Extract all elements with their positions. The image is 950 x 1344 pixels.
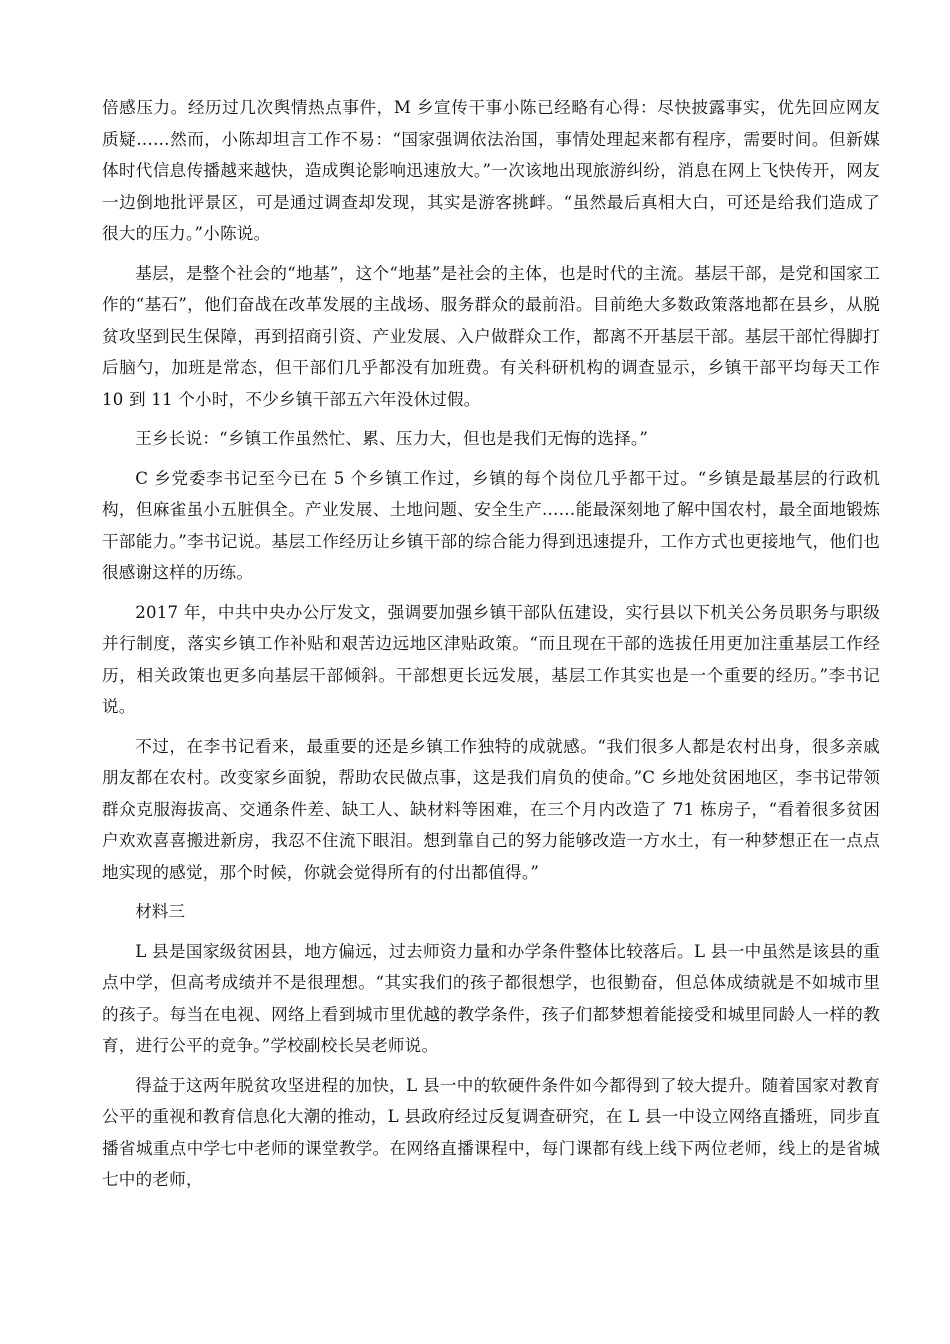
- section-heading-material-three: 材料三: [135, 902, 185, 921]
- paragraph-secretary-li: C 乡党委李书记至今已在 5 个乡镇工作过，乡镇的每个岗位几乎都干过。“乡镇是最基层的行政机构，但麻雀虽小五脏俱全。产业发展、土地问题、安全生产……能最深刻地了解中国农村，最全面地锻炼干部能力。”李书记说。基层工作经历让乡镇干部的综合能力得到迅速提升，工作方式也更接地气，他们也很感谢这样的历练。: [102, 468, 880, 582]
- paragraph-l-county: L 县是国家级贫困县，地方偏远，过去师资力量和办学条件整体比较落后。L 县一中虽然是该县的重点中学，但高考成绩并不是很理想。“其实我们的孩子都很想学，也很勤奋，但总体成绩就是不如城市里的孩子。每当在电视、网络上看到城市里优越的教学条件，孩子们都梦想着能接受和城里同龄人一样的教育，进行公平的竞争。”学校副校长吴老师说。: [102, 941, 880, 1055]
- paragraph-quote-wang: 王乡长说：“乡镇工作虽然忙、累、压力大，但也是我们无悔的选择。”: [135, 429, 649, 448]
- paragraph-continued: 倍感压力。经历过几次舆情热点事件，M 乡宣传干事小陈已经略有心得：尽快披露事实，优先回应网友质疑……然而，小陈却坦言工作不易：“国家强调依法治国，事情处理起来都有程序，需要时间。但新媒体时代信息传播越来越快，造成舆论影响迅速放大。”一次该地出现旅游纠纷，消息在网上飞快传开，网友一边倒地批评景区，可是通过调查却发现，其实是游客挑衅。“虽然最后真相大白，可还是给我们造成了很大的压力。”小陈说。: [102, 98, 880, 243]
- paragraph-2017-policy: 2017 年，中共中央办公厅发文，强调要加强乡镇干部队伍建设，实行县以下机关公务员职务与职级并行制度，落实乡镇工作补贴和艰苦边远地区津贴政策。“而且现在干部的选拔任用更加注重基层工作经历，相关政策也更多向基层干部倾斜。干部想更长远发展，基层工作其实也是一个重要的经历。”李书记说。: [102, 602, 880, 716]
- paragraph-grassroots: 基层，是整个社会的“地基”，这个“地基”是社会的主体，也是时代的主流。基层干部，是党和国家工作的“基石”，他们奋战在改革发展的主战场、服务群众的最前沿。目前绝大多数政策落地都在县乡，从脱贫攻坚到民生保障，再到招商引资、产业发展、入户做群众工作，都离不开基层干部。基层干部忙得脚打后脑勺，加班是常态，但干部们几乎都没有加班费。有关科研机构的调查显示，乡镇干部平均每天工作 10 到 11 个小时，不少乡镇干部五六年没休过假。: [102, 263, 880, 409]
- paragraph-achievement: 不过，在李书记看来，最重要的还是乡镇工作独特的成就感。“我们很多人都是农村出身，很多亲戚朋友都在农村。改变家乡面貌，帮助农民做点事，这是我们肩负的使命。”C 乡地处贫困地区，李书记带领群众克服海拔高、交通条件差、缺工人、缺材料等困难，在三个月内改造了 71 栋房子，“看着很多贫困户欢欢喜喜搬进新房，我忍不住流下眼泪。想到靠自己的努力能够改造一方水土，有一种梦想正在一点点地实现的感觉，那个时候，你就会觉得所有的付出都值得。”: [102, 736, 880, 882]
- paragraph-online-class: 得益于这两年脱贫攻坚进程的加快，L 县一中的软硬件条件如今都得到了较大提升。随着国家对教育公平的重视和教育信息化大潮的推动，L 县政府经过反复调查研究，在 L 县一中设立网络直播班，同步直播省城重点中学七中老师的课堂教学。在网络直播课程中，每门课都有线上线下两位老师，线上的是省城七中的老师，: [102, 1075, 880, 1189]
- document-page: [102, 92, 880, 1204]
